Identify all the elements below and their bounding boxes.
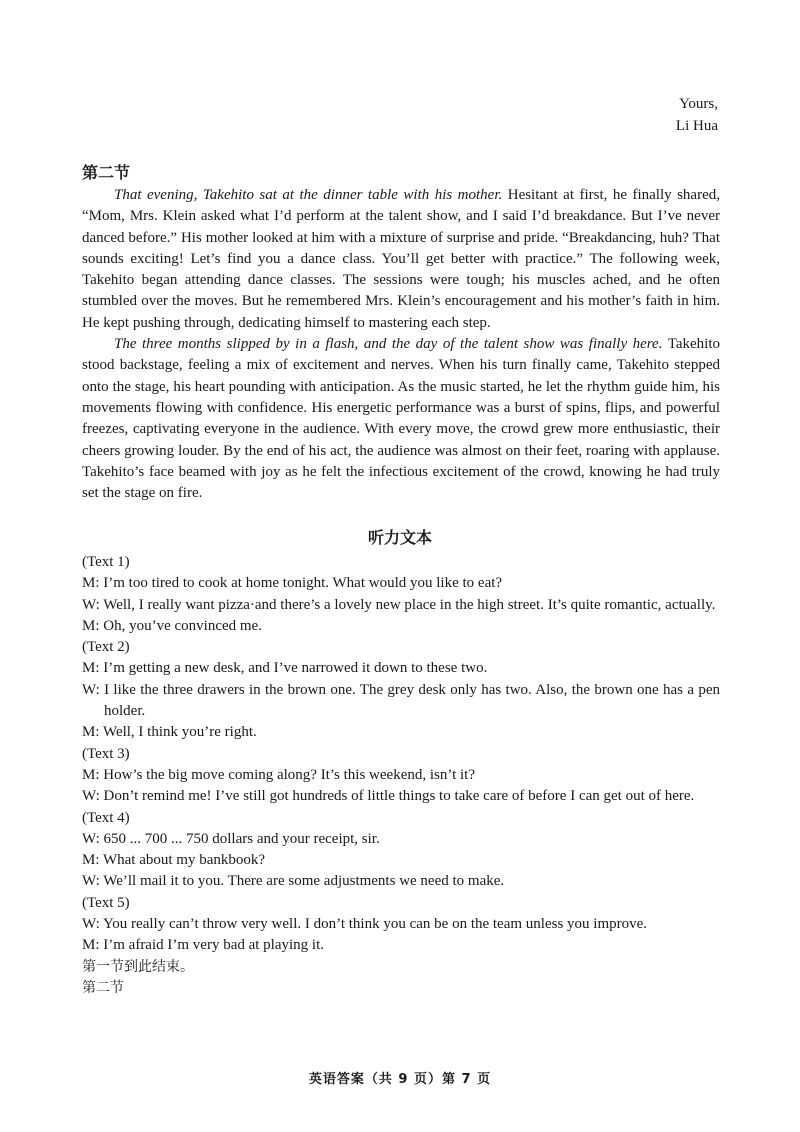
essay-body-1: Hesitant at first, he finally shared, “Mom, Mrs. Klein asked what I’d perform at the talent show, and I said I’d breakdance. But I’ve never danced before.” His mother looked at him with a mixture of surprise and pride. “Breakdancing, huh? That sounds exciting! Let’s find you a dance class. You’ll get better with practice.” The following week, Takehito began attending dance classes. The sessions were tough; his muscles ached, and he often stumbled over the moves. But he remembered Mrs. Klein’s encouragement and his mother’s faith in him. He kept pushing through, dedicating himself to mastering each step. (82, 187, 720, 331)
dialog-line: M: How’s the big move coming along? It’s this weekend, isn’t it? (82, 766, 476, 783)
dialog-line: W: Don’t remind me! I’ve still got hundreds of little things to take care of before I can get out of here. (82, 788, 695, 805)
dialog-line: M: Well, I think you’re right. (82, 724, 257, 741)
text-label: (Text 5) (82, 894, 130, 911)
dialog-line: W: We’ll mail it to you. There are some adjustments we need to make. (82, 873, 505, 890)
essay-body-2: Takehito stood backstage, feeling a mix of excitement and nerves. When his turn finally came, Takehito stepped onto the stage, his heart pounding with anticipation. As the music started, he let the rhythm guide him, his movements flowing with confidence. His energetic performance was a burst of spins, flips, and powerful freezes, captivating everyone in the audience. With every move, the crowd grew more enthusiastic, their cheers growing louder. By the end of his act, the audience was almost on their feet, roaring with applause. Takehito’s face beamed with joy as he felt the infectious excitement of the crowd, knowing he had truly set the stage on fire. (82, 336, 720, 502)
continuation-essay (82, 185, 720, 504)
text-label: (Text 4) (82, 809, 130, 826)
closing-salutation: Yours, (679, 96, 718, 112)
listening-transcript-title: 听力文本 (367, 528, 432, 547)
section-heading: 第二节 (82, 163, 131, 182)
dialog-line: W: Well, I really want pizza·and there’s a lovely new place in the high street. It’s quite romantic, actually. (82, 596, 716, 613)
essay-paragraph-1 (82, 185, 720, 334)
dialog-line: M: I’m afraid I’m very bad at playing it. (82, 937, 325, 954)
dialog-line: M: Oh, you’ve convinced me. (82, 617, 262, 634)
section-note: 第二节 (82, 979, 124, 996)
dialog-line: M: I’m too tired to cook at home tonight. What would you like to eat? (82, 575, 503, 592)
listening-transcript (82, 552, 720, 999)
section-note: 第一节到此结束。 (82, 958, 194, 975)
closing-signature: Li Hua (675, 118, 718, 134)
dialog-line: W: I like the three drawers in the brown one. The grey desk only has two. Also, the brown one has a pen holder. (82, 681, 720, 720)
dialog-line: W: 650 ... 700 ... 750 dollars and your receipt, sir. (82, 830, 380, 847)
text-label: (Text 1) (82, 554, 130, 570)
dialog-line: M: I’m getting a new desk, and I’ve narrowed it down to these two. (82, 660, 488, 677)
dialog-line: M: What about my bankbook? (82, 852, 266, 869)
letter-closing (676, 93, 718, 137)
page-footer: 英语答案（共 9 页）第 7 页 (308, 1072, 492, 1087)
essay-opening-sentence-1: That evening, Takehito sat at the dinner table with his mother. (114, 187, 503, 203)
text-label: (Text 3) (82, 745, 130, 762)
essay-paragraph-2 (82, 334, 720, 504)
text-label: (Text 2) (82, 639, 130, 656)
dialog-line: W: You really can’t throw very well. I don’t think you can be on the team unless you improve. (82, 916, 648, 933)
essay-opening-sentence-2: The three months slipped by in a flash, and the day of the talent show was finally here. (114, 336, 663, 353)
